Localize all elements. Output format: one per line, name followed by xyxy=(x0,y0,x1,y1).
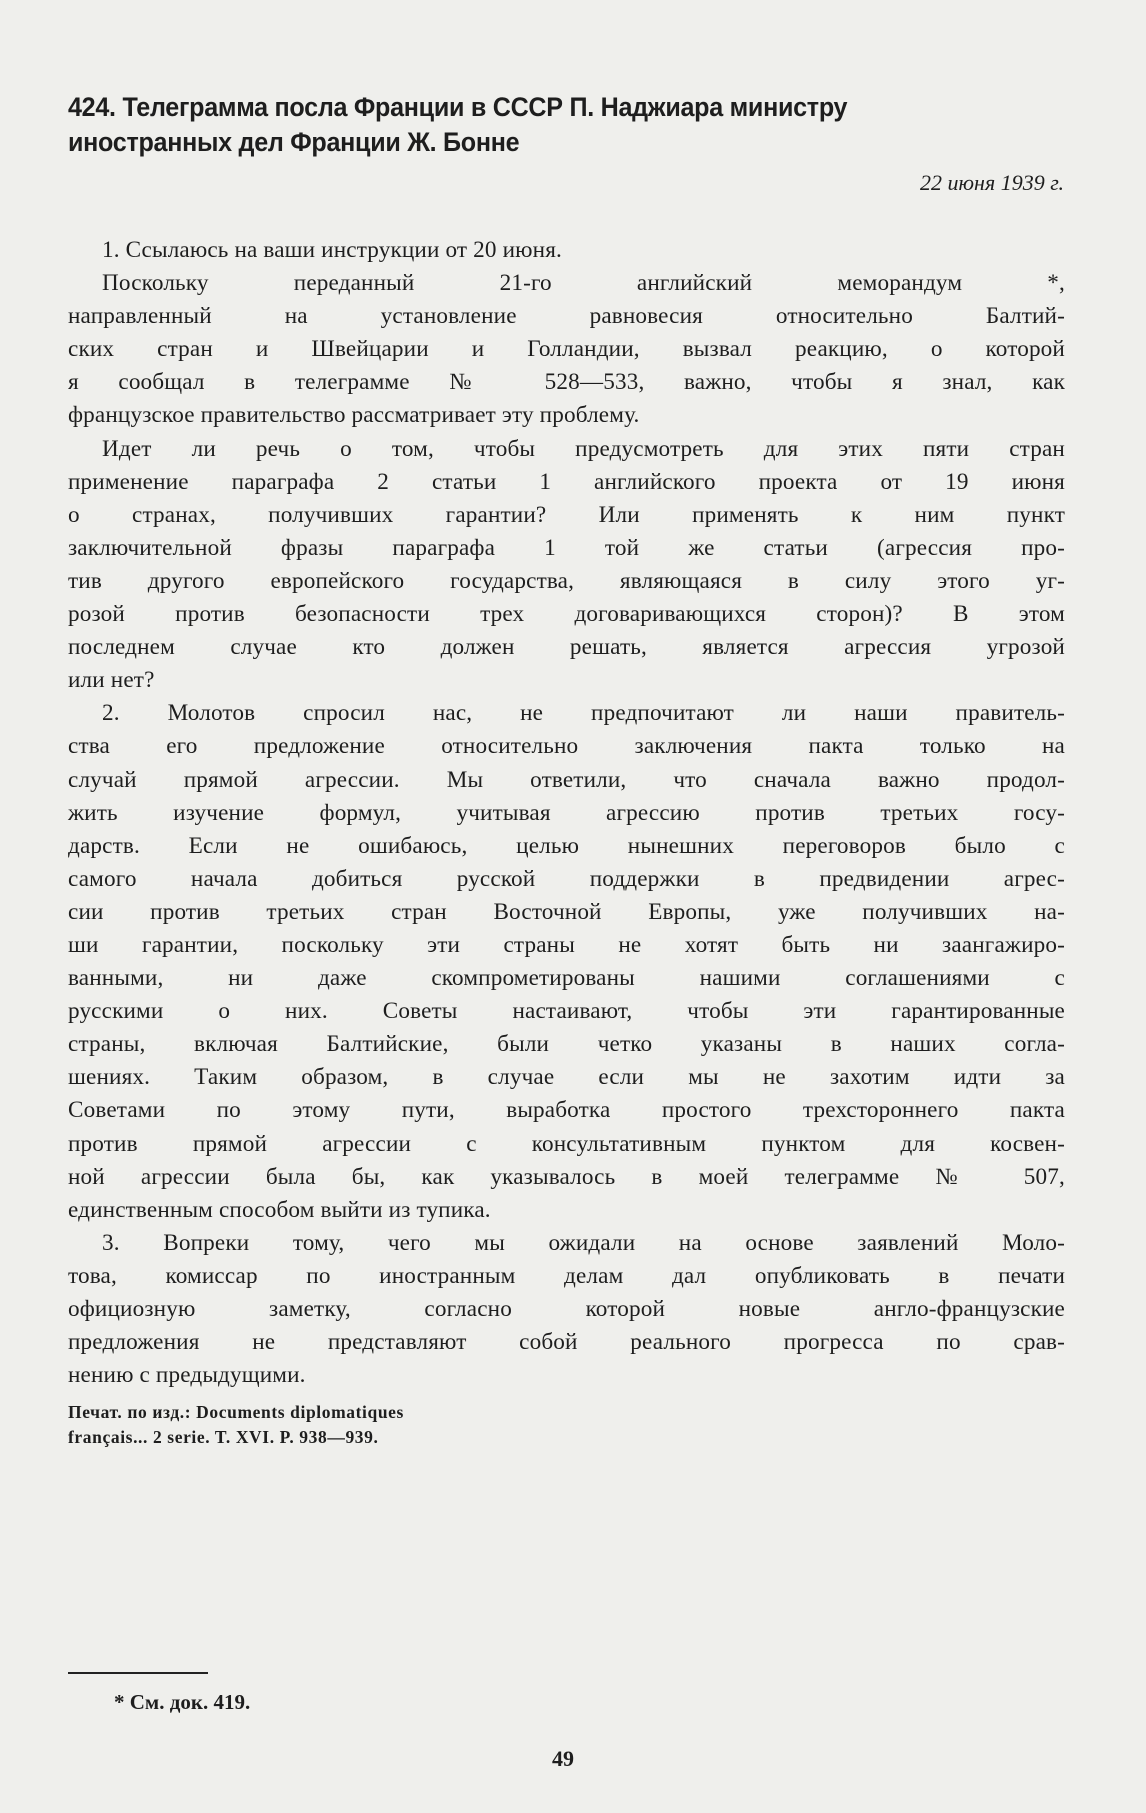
body-line: французское правительство рассматривает эту проблему. xyxy=(68,402,640,429)
page-number: 49 xyxy=(552,1746,574,1771)
body-line: ши гарантии, поскольку эти страны не хотят быть ни заангажиро- xyxy=(68,931,1065,958)
footnote: * См. док. 419. xyxy=(114,1690,251,1714)
body-line: 3. Вопреки тому, чего мы ожидали на основе заявлений Моло- xyxy=(102,1229,1065,1256)
source-citation-line-2: français... 2 serie. T. XVI. P. 938—939. xyxy=(68,1427,379,1447)
body-line: самого начала добиться русской поддержки в предвидении агрес- xyxy=(68,865,1065,892)
body-line: направленный на установление равновесия относительно Балтий- xyxy=(68,303,1065,330)
body-line: нению с предыдущими. xyxy=(68,1362,306,1389)
body-line: русскими о них. Советы настаивают, чтобы эти гарантированные xyxy=(68,998,1065,1025)
body-line: предложения не представляют собой реального прогресса по срав- xyxy=(68,1329,1065,1356)
document-date: 22 июня 1939 г. xyxy=(920,170,1064,195)
body-line: единственным способом выйти из тупика. xyxy=(68,1196,491,1223)
body-line: я сообщал в телеграмме № 528—533, важно, чтобы я знал, как xyxy=(68,369,1065,396)
body-line: последнем случае кто должен решать, является агрессия угрозой xyxy=(68,634,1065,661)
body-line: ских стран и Швейцарии и Голландии, вызвал реакцию, о которой xyxy=(68,336,1065,363)
body-line: Идет ли речь о том, чтобы предусмотреть для этих пяти стран xyxy=(102,435,1065,462)
body-line: жить изучение формул, учитывая агрессию против третьих госу- xyxy=(68,799,1065,826)
body-line: о странах, получивших гарантии? Или применять к ним пункт xyxy=(68,501,1065,528)
body-line: 1. Ссылаюсь на ваши инструкции от 20 июня. xyxy=(102,237,562,263)
body-line: официозную заметку, согласно которой новые англо-французские xyxy=(68,1296,1065,1322)
body-line: Советами по этому пути, выработка простого трехстороннего пакта xyxy=(68,1097,1065,1124)
body-line: това, комиссар по иностранным делам дал опубликовать в печати xyxy=(68,1262,1065,1289)
body-line: заключительной фразы параграфа 1 той же статьи (агрессия про- xyxy=(68,534,1065,561)
body-line: розой против безопасности трех договаривающихся сторон)? В этом xyxy=(68,601,1065,628)
body-line: или нет? xyxy=(68,667,155,694)
body-line: ной агрессии была бы, как указывалось в моей телеграмме № 507, xyxy=(68,1163,1065,1190)
body-line: дарств. Если не ошибаюсь, целью нынешних переговоров было с xyxy=(68,832,1065,859)
body-line: 2. Молотов спросил нас, не предпочитают ли наши правитель- xyxy=(102,700,1065,727)
body-line: Поскольку переданный 21-го английский меморандум *, xyxy=(102,270,1065,297)
body-line: ванными, ни даже скомпрометированы нашими соглашениями с xyxy=(68,965,1065,992)
body-line: случай прямой агрессии. Мы ответили, что сначала важно продол- xyxy=(68,766,1065,793)
body-line: тив другого европейского государства, являющаяся в силу этого уг- xyxy=(68,567,1065,594)
body-line: страны, включая Балтийские, были четко указаны в наших согла- xyxy=(68,1031,1065,1058)
body-line: сии против третьих стран Восточной Европы, уже получивших на- xyxy=(68,898,1065,925)
body-line: применение параграфа 2 статьи 1 английского проекта от 19 июня xyxy=(68,468,1065,495)
footnote-divider xyxy=(68,1672,208,1674)
source-citation xyxy=(68,1400,404,1450)
document-title-line-2: иностранных дел Франции Ж. Бонне xyxy=(68,127,520,157)
source-citation-line-1: Печат. по изд.: Documents diplomatiques xyxy=(68,1402,404,1422)
body-line: против прямой агрессии с консультативным пунктом для косвен- xyxy=(68,1130,1065,1157)
body-line: шениях. Таким образом, в случае если мы не захотим идти за xyxy=(68,1064,1065,1091)
document-title-line-1: 424. Телеграмма посла Франции в СССР П. Наджиара министру xyxy=(68,92,848,122)
body-line: ства его предложение относительно заключения пакта только на xyxy=(68,733,1065,760)
document-body xyxy=(68,234,1065,1392)
